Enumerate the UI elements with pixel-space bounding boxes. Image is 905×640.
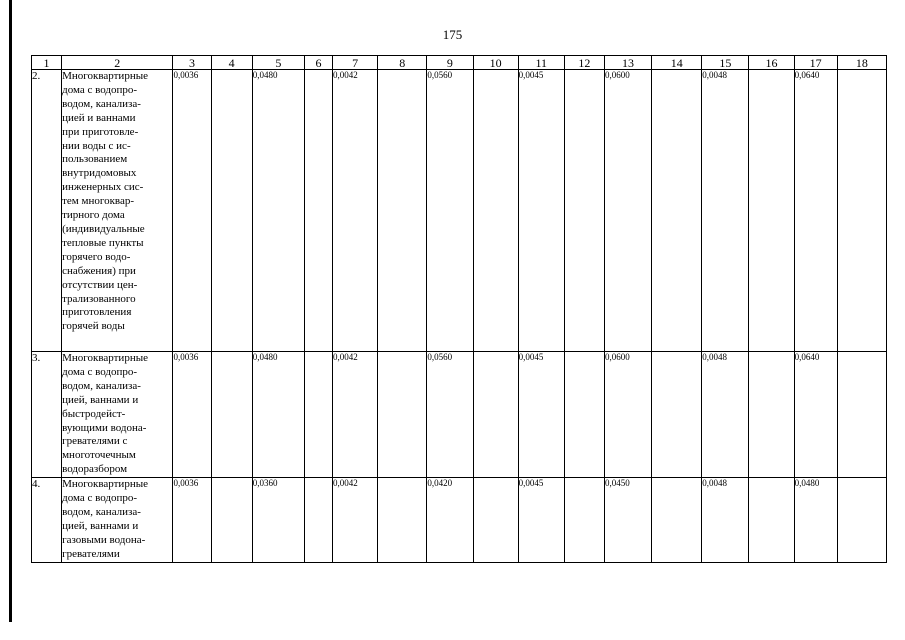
- empty-cell: [304, 352, 332, 478]
- empty-cell: [473, 478, 518, 563]
- empty-cell: [473, 352, 518, 478]
- column-number-row: [32, 56, 887, 70]
- column-header: 2: [62, 56, 173, 70]
- column-header: 15: [702, 56, 749, 70]
- empty-cell: [211, 352, 252, 478]
- column-header: 7: [333, 56, 378, 70]
- value-cell: 0,0042: [333, 70, 378, 352]
- empty-cell: [304, 478, 332, 563]
- value-cell: 0,0048: [702, 478, 749, 563]
- value-cell: 0,0600: [604, 352, 651, 478]
- row-number: 4.: [32, 478, 62, 563]
- empty-cell: [211, 478, 252, 563]
- value-cell: 0,0036: [173, 478, 211, 563]
- page-number: 175: [442, 27, 463, 42]
- norms-table: [31, 55, 887, 563]
- value-cell: 0,0045: [518, 478, 564, 563]
- column-header: 8: [378, 56, 427, 70]
- value-cell: 0,0045: [518, 352, 564, 478]
- empty-cell: [837, 478, 886, 563]
- empty-cell: [564, 478, 604, 563]
- table-row: [32, 478, 887, 563]
- value-cell: 0,0480: [252, 352, 304, 478]
- row-description: Многоквартирные дома с водопро- водом, канализа- цией, ваннами и газовыми водона- гревателями: [62, 478, 173, 563]
- column-header: 10: [473, 56, 518, 70]
- column-header: 4: [211, 56, 252, 70]
- empty-cell: [473, 70, 518, 352]
- column-header: 11: [518, 56, 564, 70]
- empty-cell: [837, 70, 886, 352]
- column-header: 14: [652, 56, 702, 70]
- empty-cell: [749, 70, 794, 352]
- value-cell: 0,0036: [173, 352, 211, 478]
- value-cell: 0,0048: [702, 352, 749, 478]
- row-description: Многоквартирные дома с водопро- водом, канализа- цией и ваннами при приготовле- нии воды с ис- пользованием внутридомовых инженерных сис- тем многоквар- тирного дома (индивидуальные тепловые пункты горячего водо- снабжения) при отсутствии цен- трализованного приготовления горячей воды: [62, 70, 173, 352]
- empty-cell: [378, 352, 427, 478]
- empty-cell: [837, 352, 886, 478]
- empty-cell: [378, 70, 427, 352]
- value-cell: 0,0600: [604, 70, 651, 352]
- value-cell: 0,0045: [518, 70, 564, 352]
- value-cell: 0,0480: [252, 70, 304, 352]
- column-header: 9: [427, 56, 473, 70]
- value-cell: 0,0036: [173, 70, 211, 352]
- empty-cell: [652, 352, 702, 478]
- value-cell: 0,0640: [794, 70, 837, 352]
- value-cell: 0,0560: [427, 352, 473, 478]
- empty-cell: [564, 352, 604, 478]
- empty-cell: [211, 70, 252, 352]
- empty-cell: [378, 478, 427, 563]
- empty-cell: [749, 478, 794, 563]
- column-header: 5: [252, 56, 304, 70]
- value-cell: 0,0450: [604, 478, 651, 563]
- empty-cell: [564, 70, 604, 352]
- empty-cell: [749, 352, 794, 478]
- empty-cell: [304, 70, 332, 352]
- column-header: 13: [604, 56, 651, 70]
- column-header: 6: [304, 56, 332, 70]
- value-cell: 0,0048: [702, 70, 749, 352]
- row-number: 2.: [32, 70, 62, 352]
- left-margin-bar: [9, 0, 12, 622]
- table-row: [32, 352, 887, 478]
- table-row: [32, 70, 887, 352]
- value-cell: 0,0640: [794, 352, 837, 478]
- value-cell: 0,0420: [427, 478, 473, 563]
- value-cell: 0,0042: [333, 478, 378, 563]
- column-header: 12: [564, 56, 604, 70]
- column-header: 3: [173, 56, 211, 70]
- row-number: 3.: [32, 352, 62, 478]
- column-header: 1: [32, 56, 62, 70]
- empty-cell: [652, 70, 702, 352]
- row-description: Многоквартирные дома с водопро- водом, канализа- цией, ваннами и быстродейст- вующими водона- гревателями с многоточечным водоразбором: [62, 352, 173, 478]
- column-header: 17: [794, 56, 837, 70]
- value-cell: 0,0480: [794, 478, 837, 563]
- value-cell: 0,0560: [427, 70, 473, 352]
- empty-cell: [652, 478, 702, 563]
- column-header: 18: [837, 56, 886, 70]
- column-header: 16: [749, 56, 794, 70]
- value-cell: 0,0360: [252, 478, 304, 563]
- value-cell: 0,0042: [333, 352, 378, 478]
